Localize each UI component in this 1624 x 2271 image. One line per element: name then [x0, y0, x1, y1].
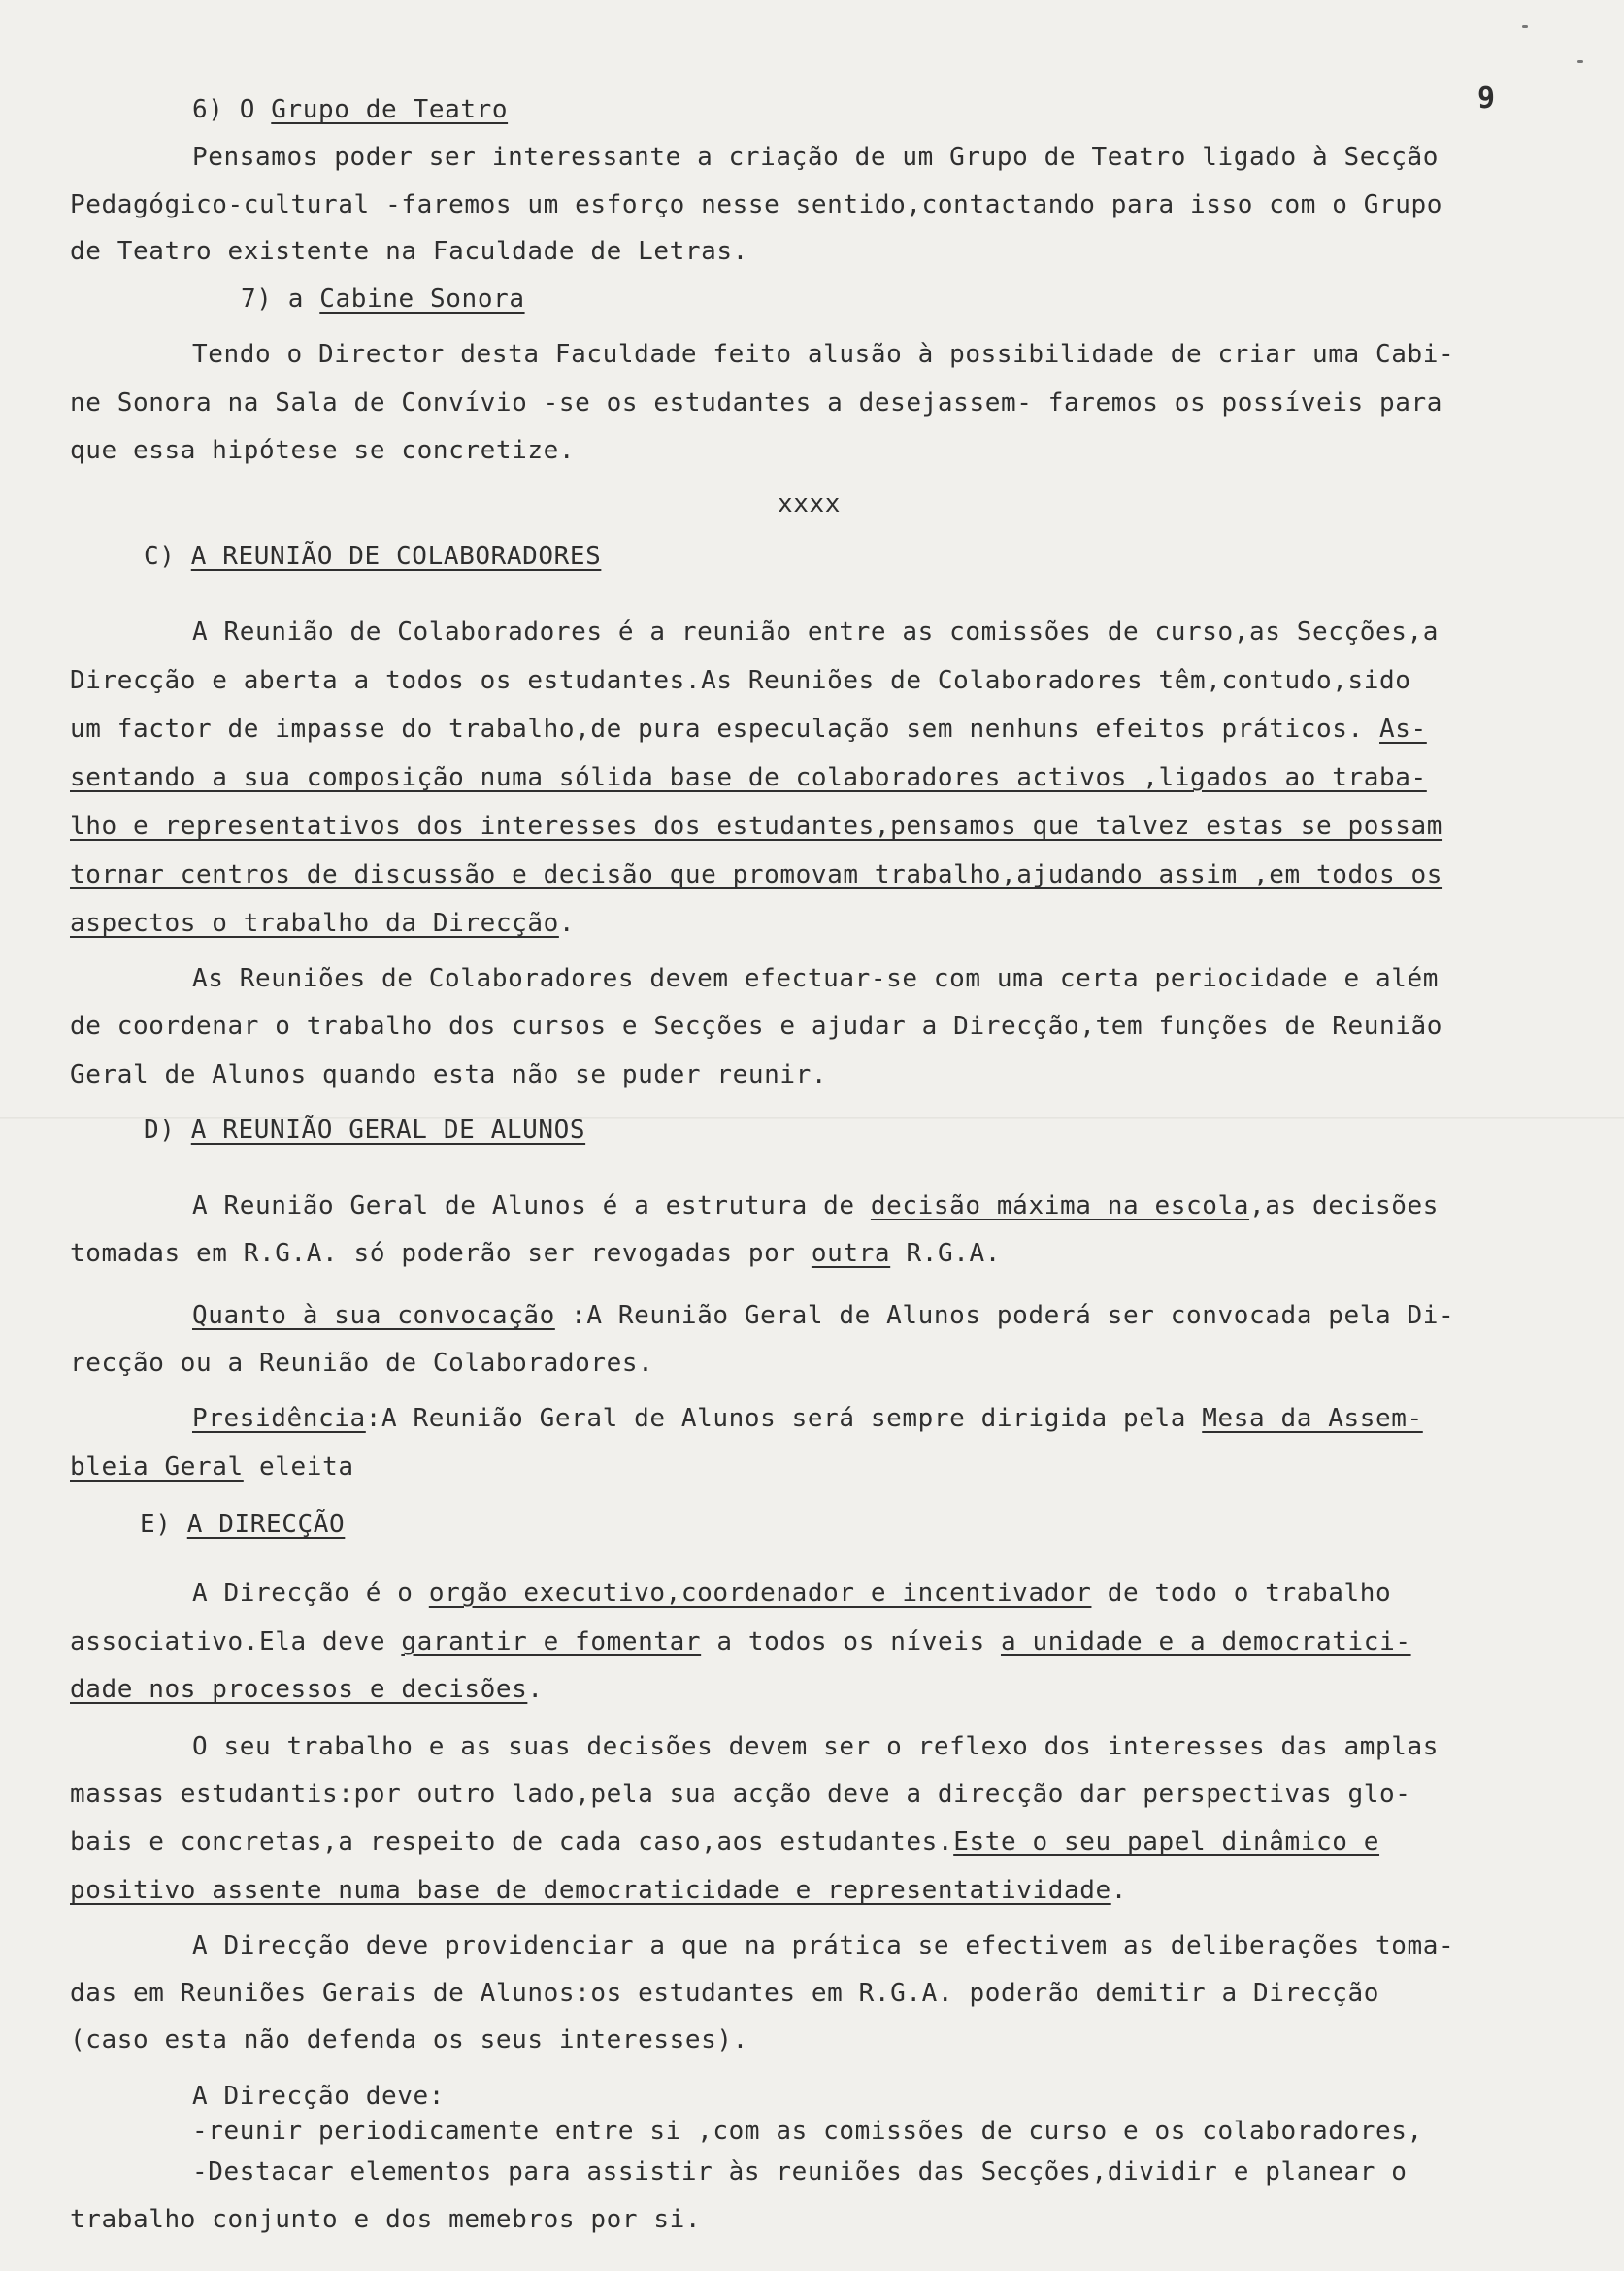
underlined-text: Quanto à sua convocação: [192, 1301, 555, 1330]
text-segment: .: [1110, 1876, 1127, 1905]
text-line: [70, 664, 1411, 697]
paper-speck: [1522, 25, 1528, 28]
text-segment: ,as decisões: [1249, 1191, 1440, 1220]
text-segment: das em Reuniões Gerais de Alunos:os estudantes em R.G.A. poderão demitir a Direcção: [70, 1979, 1380, 2008]
text-line: [192, 1189, 1439, 1222]
text-line: [70, 1673, 544, 1706]
text-line: [70, 1977, 1379, 2010]
text-line: [70, 188, 1442, 221]
text-segment: :A Reunião Geral de Alunos poderá ser convocada pela Di-: [554, 1301, 1455, 1330]
text-line: [192, 1929, 1454, 1962]
text-segment: 7) a: [241, 284, 320, 314]
text-line: [192, 962, 1439, 995]
text-line: [192, 1730, 1439, 1763]
underlined-text: Cabine Sonora: [319, 284, 525, 314]
paper-speck: [1577, 60, 1583, 63]
text-segment: D): [144, 1116, 191, 1145]
text-line: [192, 2155, 1408, 2188]
underlined-text: A REUNIÃO DE COLABORADORES: [190, 542, 602, 571]
text-line: [70, 1451, 354, 1484]
text-segment: associativo.Ela deve: [70, 1627, 402, 1656]
underlined-text: bleia Geral: [70, 1453, 244, 1482]
text-line: [70, 1237, 1001, 1270]
underlined-text: aspectos o trabalho da Direcção: [70, 909, 559, 938]
text-segment: Geral de Alunos quando esta não se puder reunir.: [70, 1060, 828, 1089]
text-line: [70, 1825, 1379, 1858]
text-segment: Pensamos poder ser interessante a criação de um Grupo de Teatro ligado à Secção: [192, 143, 1440, 172]
text-segment: A Direcção deve:: [192, 2082, 446, 2111]
underlined-text: A REUNIÃO GERAL DE ALUNOS: [190, 1116, 586, 1145]
text-line: [241, 283, 525, 316]
underlined-text: Grupo de Teatro: [271, 95, 509, 124]
text-segment: a todos os níveis: [701, 1627, 1001, 1656]
text-line: [70, 1010, 1442, 1043]
text-segment: massas estudantis:por outro lado,pela sua acção deve a direcção dar perspectivas glo-: [70, 1780, 1411, 1809]
text-line: [192, 2080, 445, 2113]
text-segment: C): [144, 542, 191, 571]
text-segment: -reunir periodicamente entre si ,com as comissões de curso e os colaboradores,: [192, 2117, 1423, 2146]
underlined-text: As-: [1379, 715, 1427, 744]
text-line: [192, 141, 1439, 174]
underlined-text: positivo assente numa base de democraticidade e representatividade: [70, 1876, 1111, 1905]
text-segment: A Direcção é o: [192, 1579, 429, 1608]
text-line: [70, 1874, 1127, 1907]
text-line: [70, 434, 575, 467]
text-segment: Pedagógico-cultural -faremos um esforço nesse sentido,contactando para isso com o Grupo: [70, 190, 1443, 219]
text-segment: Direcção e aberta a todos os estudantes.As Reuniões de Colaboradores têm,contudo,sido: [70, 666, 1411, 695]
text-line: [192, 93, 508, 126]
text-line: [70, 1625, 1411, 1658]
underlined-text: orgão executivo,coordenador e incentivador: [428, 1579, 1092, 1608]
text-segment: ne Sonora na Sala de Convívio -se os estudantes a desejassem- faremos os possíveis para: [70, 388, 1443, 417]
text-segment: (caso esta não defenda os seus interesses).: [70, 2025, 748, 2054]
text-segment: de todo o trabalho: [1091, 1579, 1392, 1608]
text-line: [192, 1299, 1454, 1332]
text-segment: E): [140, 1510, 187, 1539]
text-segment: -Destacar elementos para assistir às reuniões das Secções,dividir e planear o: [192, 2157, 1408, 2187]
text-segment: :A Reunião Geral de Alunos será sempre dirigida pela: [365, 1404, 1203, 1433]
underlined-text: decisão máxima na escola: [870, 1191, 1249, 1220]
underlined-text: sentando a sua composição numa sólida base de colaboradores activos ,ligados ao traba-: [70, 763, 1427, 792]
text-line: [192, 338, 1454, 371]
text-line: [192, 2115, 1423, 2148]
text-line: [70, 713, 1427, 746]
text-segment: de coordenar o trabalho dos cursos e Secções e ajudar a Direcção,tem funções de Reunião: [70, 1012, 1443, 1041]
text-segment: A Direcção deve providenciar a que na prática se efectivem as deliberações toma-: [192, 1931, 1455, 1960]
text-segment: recção ou a Reunião de Colaboradores.: [70, 1349, 654, 1378]
underlined-text: lho e representativos dos interesses dos estudantes,pensamos que talvez estas se possam: [70, 812, 1443, 841]
underlined-text: a unidade e a democratici-: [1000, 1627, 1411, 1656]
text-line: [70, 386, 1442, 419]
text-line: [70, 235, 748, 268]
text-line: [192, 1577, 1391, 1610]
page-number: 9: [1477, 82, 1496, 116]
text-segment: eleita: [243, 1453, 354, 1482]
text-segment: R.G.A.: [890, 1239, 1001, 1268]
text-segment: um factor de impasse do trabalho,de pura especulação sem nenhuns efeitos práticos.: [70, 715, 1380, 744]
text-line: [70, 1347, 653, 1380]
text-line: [70, 1058, 827, 1091]
text-segment: xxxx: [778, 489, 842, 518]
text-segment: A Reunião de Colaboradores é a reunião entre as comissões de curso,as Secções,a: [192, 618, 1440, 647]
underlined-text: outra: [811, 1239, 891, 1268]
text-segment: 6) O: [192, 95, 272, 124]
text-line: [70, 1778, 1411, 1811]
text-segment: que essa hipótese se concretize.: [70, 436, 576, 465]
text-segment: de Teatro existente na Faculdade de Letras.: [70, 237, 748, 266]
text-line: [70, 2023, 748, 2056]
text-line: [70, 761, 1427, 794]
text-line: [140, 1508, 345, 1541]
text-line: [192, 616, 1439, 649]
underlined-text: dade nos processos e decisões: [70, 1675, 528, 1704]
text-segment: O seu trabalho e as suas decisões devem ser o reflexo dos interesses das amplas: [192, 1732, 1440, 1761]
text-line: [778, 487, 841, 520]
text-line: [144, 1114, 585, 1147]
underlined-text: Mesa da Assem-: [1202, 1404, 1423, 1433]
text-segment: A Reunião Geral de Alunos é a estrutura de: [192, 1191, 871, 1220]
text-line: [70, 2203, 701, 2236]
underlined-text: Presidência: [192, 1404, 366, 1433]
text-segment: bais e concretas,a respeito de cada caso,aos estudantes.: [70, 1827, 954, 1856]
underlined-text: A DIRECÇÃO: [186, 1510, 346, 1539]
text-segment: .: [527, 1675, 544, 1704]
text-line: [70, 810, 1442, 843]
text-segment: trabalho conjunto e dos memebros por si.: [70, 2205, 702, 2234]
text-line: [70, 907, 575, 940]
underlined-text: garantir e fomentar: [401, 1627, 702, 1656]
text-segment: .: [558, 909, 576, 938]
text-segment: Tendo o Director desta Faculdade feito alusão à possibilidade de criar uma Cabi-: [192, 340, 1455, 369]
text-segment: As Reuniões de Colaboradores devem efectuar-se com uma certa periocidade e além: [192, 964, 1440, 993]
text-line: [144, 540, 601, 573]
text-segment: tomadas em R.G.A. só poderão ser revogadas por: [70, 1239, 812, 1268]
underlined-text: Este o seu papel dinâmico e: [953, 1827, 1380, 1856]
text-line: [192, 1402, 1423, 1435]
text-line: [70, 858, 1442, 891]
underlined-text: tornar centros de discussão e decisão que promovam trabalho,ajudando assim ,em todos os: [70, 860, 1443, 889]
